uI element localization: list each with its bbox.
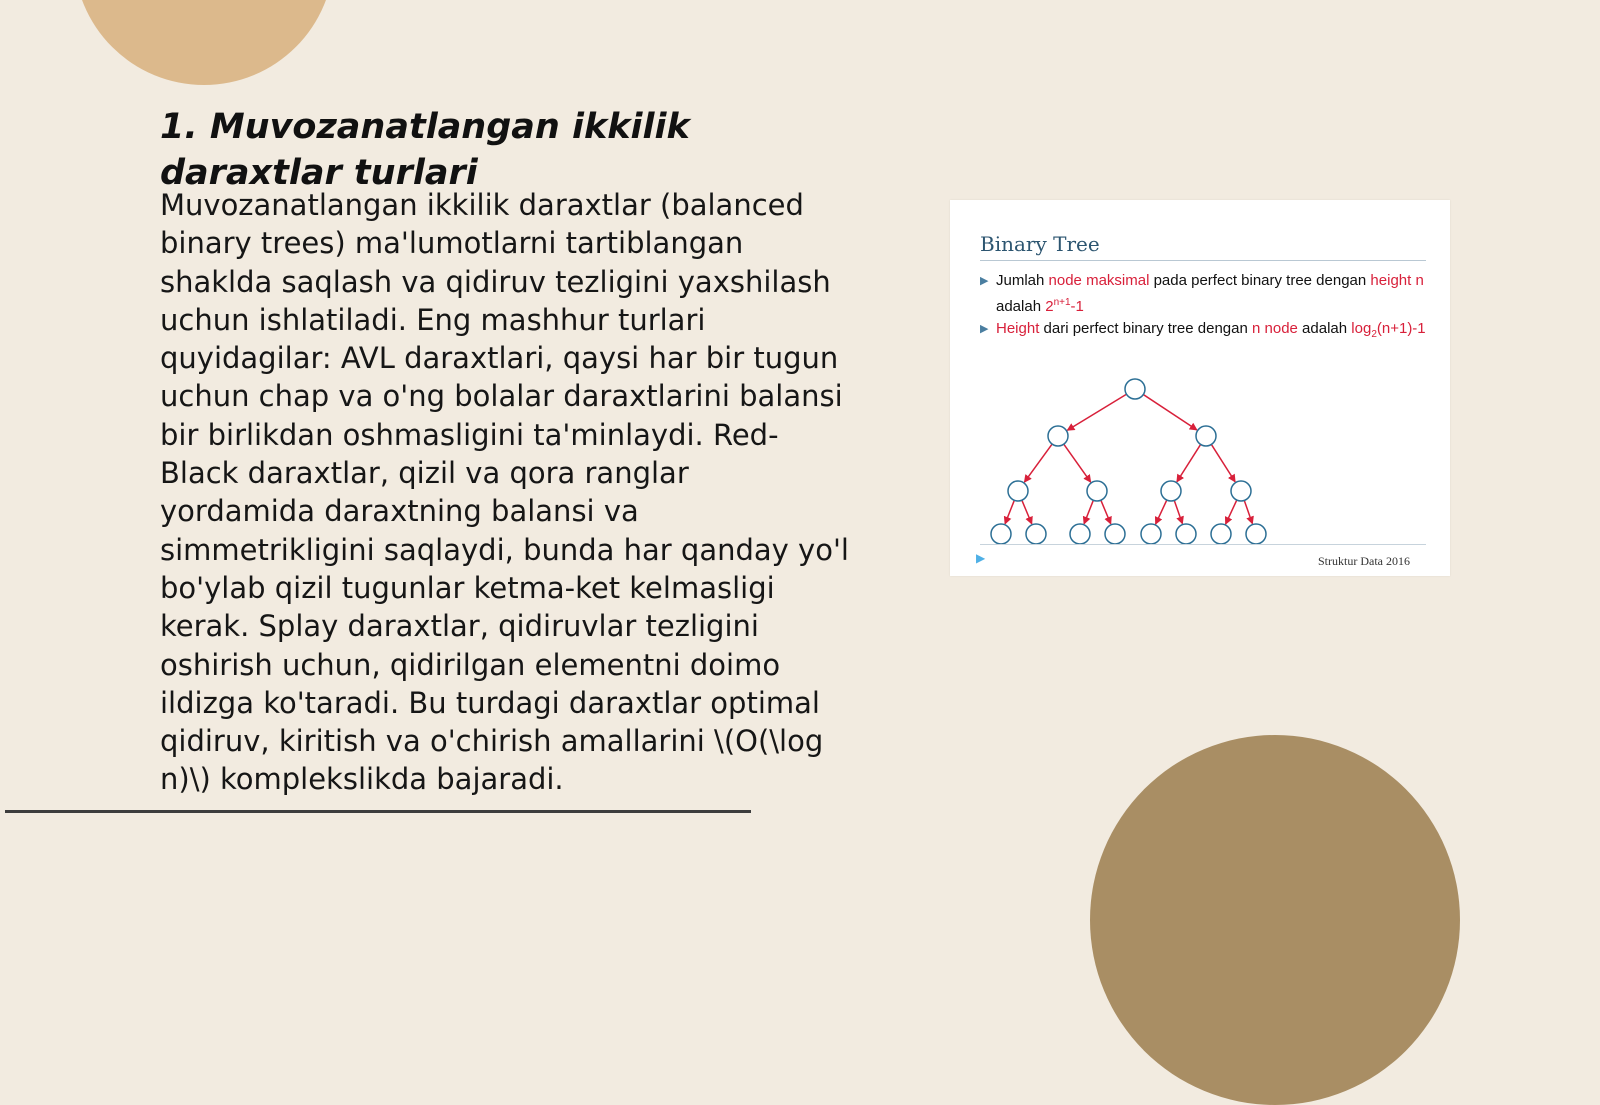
tree-node bbox=[1048, 426, 1068, 446]
tree-edge bbox=[1101, 500, 1111, 524]
footer-marker-icon: ▶ bbox=[976, 551, 986, 565]
text-run: n node bbox=[1252, 320, 1298, 337]
tree-edge bbox=[1143, 395, 1196, 430]
tree-edge bbox=[1156, 500, 1167, 524]
bullet-arrow-icon: ▶ bbox=[980, 323, 989, 335]
binary-tree-diagram bbox=[950, 200, 1450, 576]
text-run: log bbox=[1351, 320, 1372, 337]
text-run: height n bbox=[1370, 272, 1424, 289]
text-run: n+1 bbox=[1053, 297, 1071, 308]
tree-edge bbox=[1024, 444, 1052, 482]
text-run: 2 bbox=[1371, 329, 1377, 340]
decorative-circle-bottom bbox=[1090, 735, 1460, 1105]
tree-node bbox=[1246, 524, 1266, 544]
slide-body-text: Muvozanatlangan ikkilik daraxtlar (balanced binary trees) ma'lumotlarni tartiblangan shaklda saqlash va qidiruv tezligini yaxshilash uchun ishlatiladi. Eng mashhur turlari quyidagilar: AVL daraxtlari, qaysi har bir tugun uchun chap va o'ng bolalar daraxtlarini balansi bir birlikdan oshmasligini ta'minlaydi. Red-Black daraxtlar, qizil va qora ranglar yordamida daraxtning balansi va simmetrikligini saqlaydi, bunda har qanday yo'l bo'ylab qizil tugunlar ketma-ket kelmasligi kerak. Splay daraxtlar, qidiruvlar tezligini oshirish uchun, qidirilgan elementni doimo ildizga ko'taradi. Bu turdagi daraxtlar optimal qidiruv, kiritish va o'chirish amallarini \(O(\log n)\) komplekslikda bajaradi. bbox=[160, 188, 849, 797]
figure-title: Binary Tree bbox=[980, 232, 1100, 256]
tree-node bbox=[1231, 481, 1251, 501]
tree-node bbox=[1141, 524, 1161, 544]
tree-nodes bbox=[991, 379, 1266, 544]
tree-node bbox=[1196, 426, 1216, 446]
decorative-circle-top bbox=[74, 0, 334, 85]
text-run: (n+1)-1 bbox=[1376, 320, 1426, 337]
tree-node bbox=[1008, 481, 1028, 501]
text-run: adalah bbox=[996, 298, 1046, 315]
tree-edge bbox=[1211, 444, 1235, 481]
binary-tree-figure bbox=[950, 200, 1450, 576]
text-run: 2 bbox=[1045, 298, 1054, 315]
tree-node bbox=[1161, 481, 1181, 501]
text-run: node maksimal bbox=[1048, 272, 1150, 289]
text-run: -1 bbox=[1070, 298, 1084, 315]
slide-title: 1. Muvozanatlangan ikkilik daraxtlar turlari bbox=[160, 107, 690, 193]
tree-node bbox=[1176, 524, 1196, 544]
tree-node bbox=[1105, 524, 1125, 544]
tree-edge bbox=[1174, 500, 1182, 523]
tree-edge bbox=[1064, 444, 1091, 482]
tree-edge bbox=[1067, 394, 1126, 430]
text-run: dari perfect binary tree dengan bbox=[1039, 320, 1252, 337]
figure-footer: Struktur Data 2016 bbox=[1318, 554, 1410, 568]
tree-edge bbox=[1084, 500, 1093, 523]
text-run: Jumlah bbox=[996, 272, 1049, 289]
text-run: pada perfect binary tree dengan bbox=[1149, 272, 1371, 289]
figure-footer-rule bbox=[980, 544, 1426, 545]
tree-node bbox=[1070, 524, 1090, 544]
tree-edge bbox=[1244, 500, 1252, 523]
tree-node bbox=[1026, 524, 1046, 544]
tree-edge bbox=[1005, 500, 1014, 523]
tree-node bbox=[1125, 379, 1145, 399]
tree-edge bbox=[1177, 444, 1201, 481]
text-run: Height bbox=[996, 320, 1040, 337]
tree-edges bbox=[1005, 394, 1252, 524]
tree-edge bbox=[1226, 500, 1237, 524]
tree-node bbox=[1211, 524, 1231, 544]
bullet-arrow-icon: ▶ bbox=[980, 275, 989, 287]
divider-line bbox=[5, 810, 751, 813]
tree-node bbox=[1087, 481, 1107, 501]
tree-edge bbox=[1022, 500, 1032, 524]
text-run: adalah bbox=[1297, 320, 1352, 337]
tree-node bbox=[991, 524, 1011, 544]
